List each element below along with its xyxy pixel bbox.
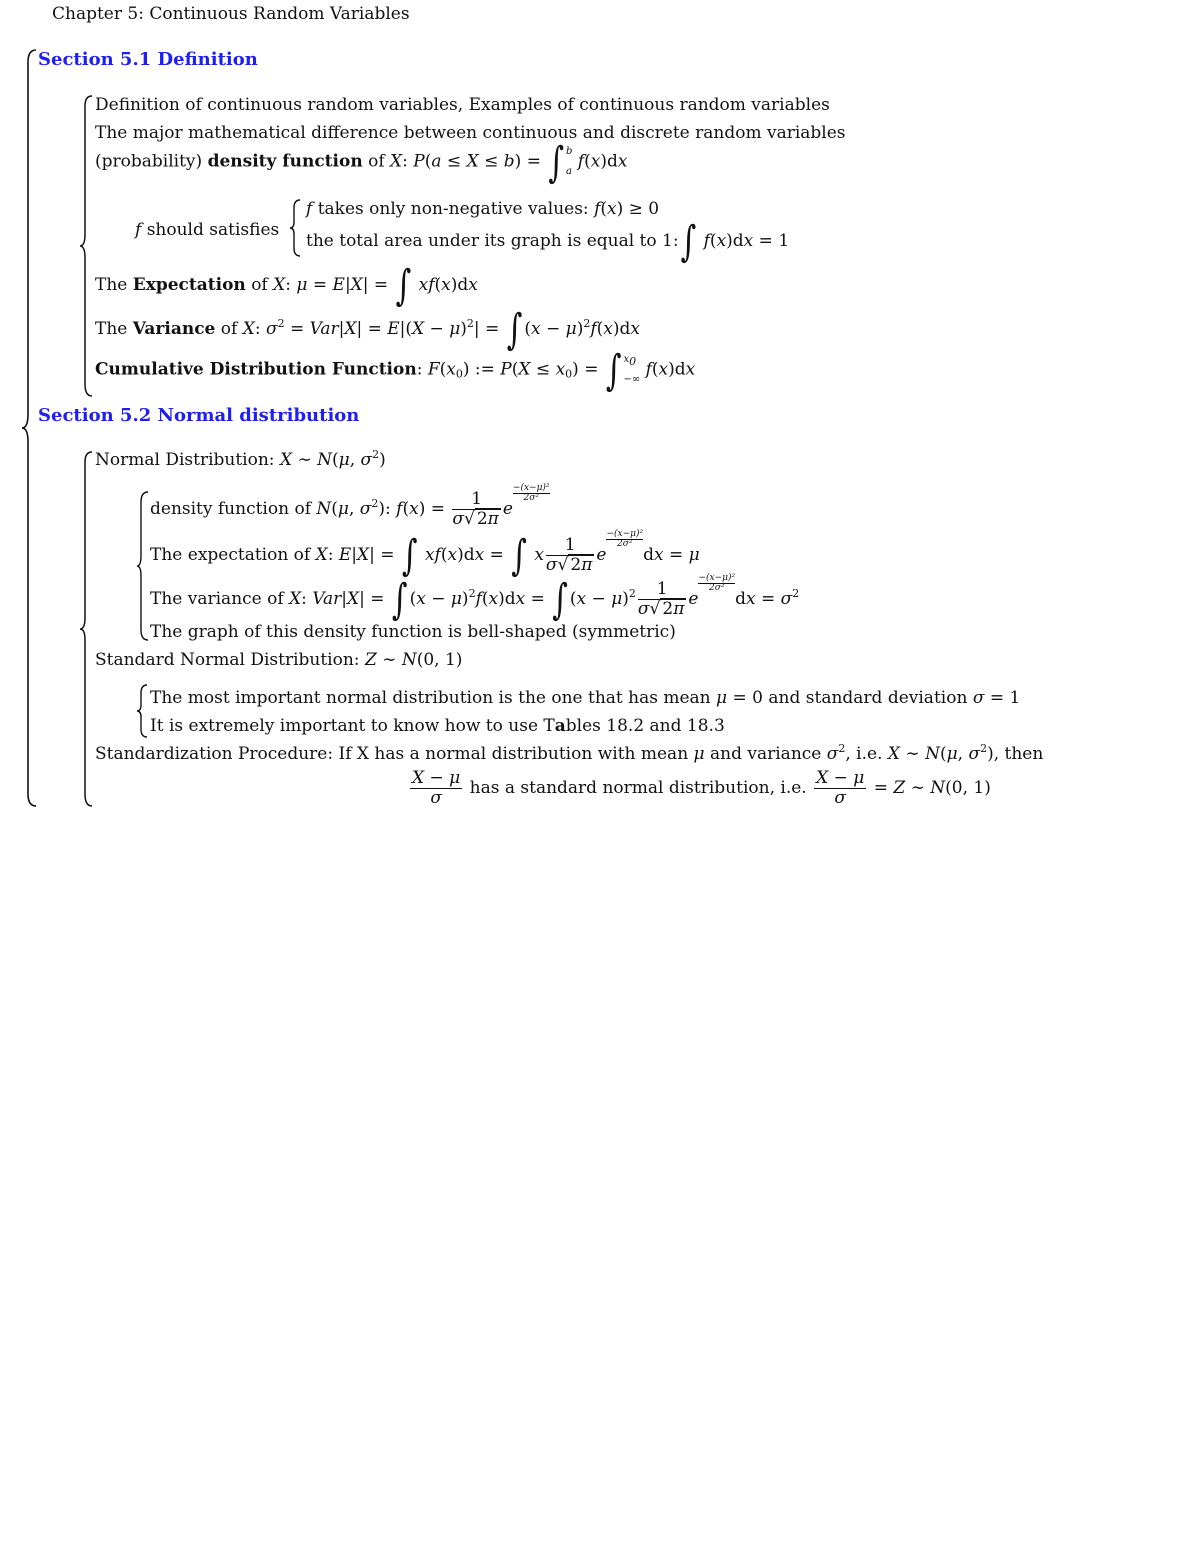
expectation-line: The Expectation of X: μ = E|X| = ∫ xf(x)dx: [95, 261, 478, 311]
std-line1-mid: and standard deviation: [762, 688, 973, 708]
normal-label: Normal Distribution:: [95, 450, 280, 470]
section-5-1-heading: Section 5.1 Definition: [38, 49, 258, 70]
outer-brace: [22, 48, 38, 808]
std-line2-bold: a: [554, 716, 566, 736]
density-pre: (probability): [95, 151, 208, 172]
normal-variance-line: The variance of X: Var|X| = ∫ $(x - \mu)^2f(x)dx$ = ∫ $(x - \mu)^2$ $\frac{1}{\sigma√ 2\pi}$ e $\frac{\text{−(x−μ)²}}{\text{2σ²}}dx = \sigma^2$: [150, 573, 800, 625]
exp-bold: Expectation: [132, 275, 246, 295]
cdf-bold: Cumulative Distribution Function: [95, 359, 417, 380]
condition-total-area: the total area under its graph is equal to 1:∫ f(x)dx = 1: [306, 217, 790, 267]
standard-normal-line: Standard Normal Distribution: Z ∼ N(0, 1): [95, 650, 463, 670]
cdf-colon: :: [416, 359, 428, 380]
normal-expectation-line: The expectation of X: E|X| = ∫ xf(x)dx = ∫ x $\frac{1}{\sigma√ 2\pi}$ e $\frac{\text{−(x−μ)²}}{\text{2σ²}}dx = \mu$: [150, 529, 700, 581]
proc-mid1: and variance: [704, 744, 827, 764]
std-line2-post: bles 18.2 and 18.3: [565, 716, 725, 736]
condition-nonnegative-text: takes only non-negative values:: [312, 199, 595, 219]
section1-brace: [80, 94, 94, 398]
should-satisfies-label: f should satisfies: [135, 220, 280, 240]
proc-pre: Standardization Procedure: If X has a normal distribution with mean: [95, 744, 694, 764]
section2-brace: [80, 450, 94, 808]
exp-the: The: [95, 275, 133, 295]
page-title: Chapter 5: Continuous Random Variables: [52, 4, 410, 24]
bell-shaped-line: The graph of this density function is bell-shaped (symmetric): [150, 622, 676, 642]
section-5-2-heading: Section 5.2 Normal distribution: [38, 405, 360, 426]
exp-of: of: [245, 275, 274, 295]
standardization-line: Standardization Procedure: If X has a normal distribution with mean μ and variance $\sigma^2$, i.e. X ∼ N(μ, $\sigma^2$), then: [95, 742, 1044, 764]
normal-distribution-line: Normal Distribution: X ∼ N(μ, $\sigma^2$): [95, 448, 386, 470]
satisfies-brace: [290, 198, 302, 258]
proc2-mid: has a standard normal distribution, i.e.: [464, 778, 813, 798]
var-bold: Variance: [132, 319, 216, 339]
difference-line: The major mathematical difference between continuous and discrete random variables: [95, 123, 846, 143]
var-the: The: [95, 319, 133, 339]
normal-density-label: density function of: [150, 499, 317, 519]
should-satisfies-text: should satisfies: [141, 220, 280, 240]
normal-exp-label: The expectation of: [150, 545, 316, 565]
standard-brace: [137, 683, 149, 739]
std-line2-pre: It is extremely important to know how to use T: [150, 716, 555, 736]
density-bold: density function: [207, 151, 363, 172]
density-of: of: [362, 151, 391, 172]
normal-var-label: The variance of: [150, 589, 290, 609]
condition-nonnegative: f takes only non-negative values: f(x) ≥ 0: [306, 199, 660, 219]
proc-then: , then: [993, 744, 1044, 764]
variance-line: The Variance of X: $\sigma^2 = Var|X| = E|(X - \mu)^2|$ = ∫ $(x - \mu)^2f(x)dx$: [95, 305, 640, 355]
cdf-line: Cumulative Distribution Function: $F(x_0)$ := $P(X \le x_0)$ = ∫ $x_0$ −∞ f(x)dx: [95, 346, 696, 396]
density-function-line: (probability) density function of X: P(a ≤ X ≤ b) = ∫ b a f(x)dx: [95, 138, 628, 188]
proc-mid2: , i.e.: [845, 744, 888, 764]
normal-density-line: density function of N(μ, $\sigma^2$): f(x) = $\frac{1}{\sigma√ 2\pi}$ e $\frac{\text{−(x−μ)²}}{\text{2σ²}}$: [150, 483, 550, 529]
normal-brace: [137, 490, 150, 642]
std-line1: The most important normal distribution is the one that has mean: [150, 688, 717, 708]
tables-line: [150, 718, 725, 735]
std-label: Standard Normal Distribution:: [95, 650, 365, 670]
standardization-result-line: $\frac{X - \mu}{\sigma}$ has a standard normal distribution, i.e. $\frac{X - \mu}{\sigma}$ = Z ∼ N(0, 1): [412, 768, 991, 808]
var-of: of: [215, 319, 243, 339]
condition-total-area-text: the total area under its graph is equal to 1:: [306, 231, 679, 251]
definition-line: Definition of continuous random variables, Examples of continuous random variables: [95, 95, 830, 115]
std-mean-line: The most important normal distribution is the one that has mean μ = 0 and standard deviation σ = 1: [150, 688, 1021, 708]
